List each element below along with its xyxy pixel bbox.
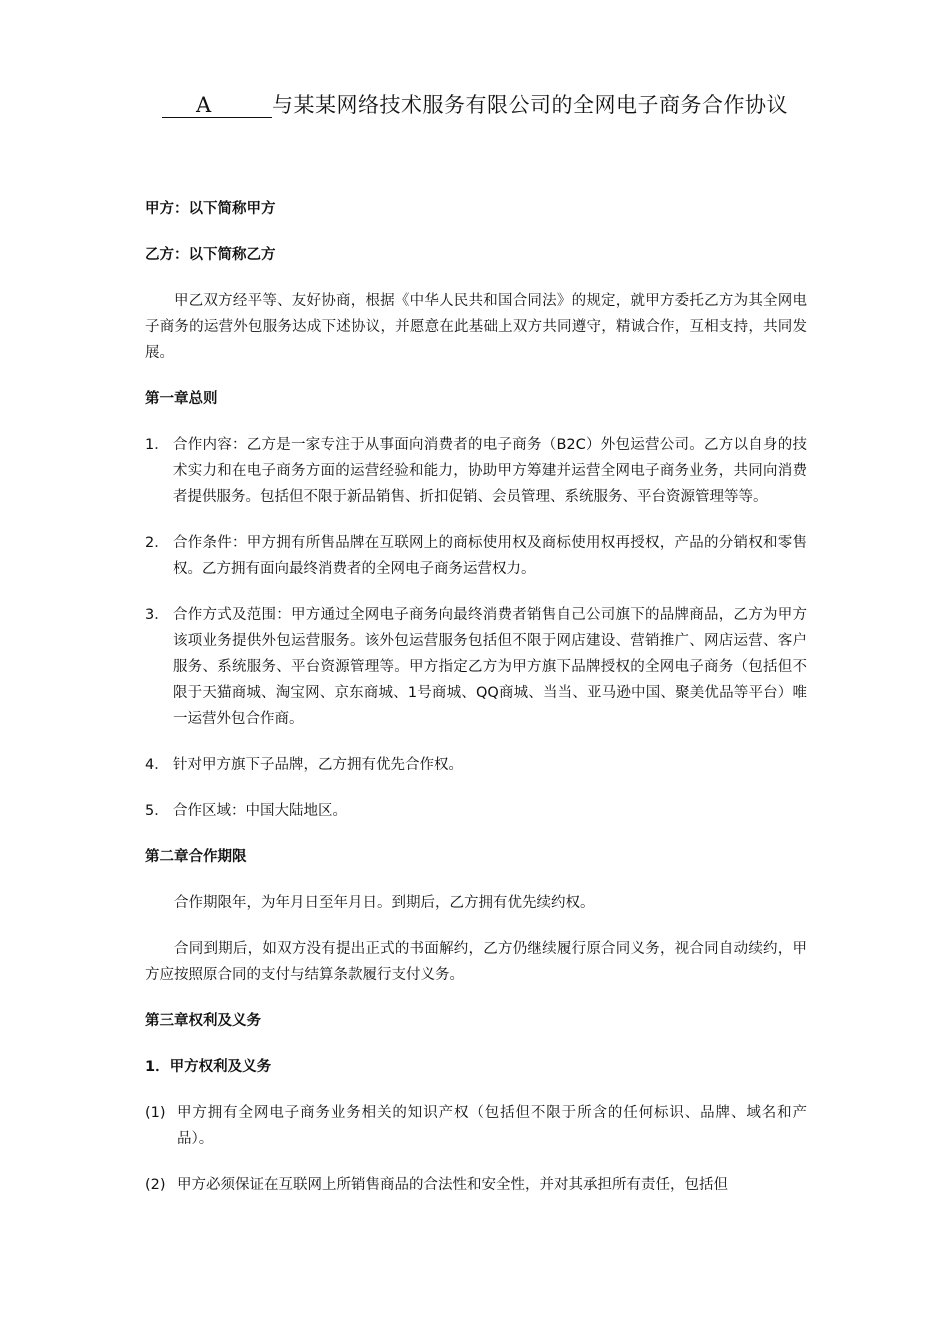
title-text: 与某某网络技术服务有限公司的全网电子商务合作协议 <box>272 93 788 117</box>
chapter2-paragraph: 合同到期后，如双方没有提出正式的书面解约，乙方仍继续履行原合同义务，视合同自动续约，甲方应按照原合同的支付与结算条款履行支付义务。 <box>145 941 807 983</box>
chapter3-heading: 第三章权利及义务 <box>145 1013 261 1029</box>
chapter2-heading: 第二章合作期限 <box>145 849 247 865</box>
party-name-blank <box>162 93 272 118</box>
item-number: (1) <box>145 1105 166 1121</box>
chapter1-item <box>145 432 807 510</box>
chapter2-paragraph: 合作期限年，为年月日至年月日。到期后，乙方拥有优先续约权。 <box>174 895 595 911</box>
chapter1-item <box>145 752 807 778</box>
item-number: 4． <box>145 757 169 773</box>
item-text: 合作方式及范围：甲方通过全网电子商务向最终消费者销售自己公司旗下的品牌商品，乙方为甲方该项业务提供外包运营服务。该外包运营服务包括但不限于网店建设、营销推广、网店运营、客户服务、系统服务、平台资源管理等。甲方指定乙方为甲方旗下品牌授权的全网电子商务（包括但不限于天猫商城、淘宝网、京东商城、1号商城、QQ商城、当当、亚马逊中国、聚美优品等平台）唯一运营外包合作商。 <box>173 607 807 727</box>
item-text: 甲方必须保证在互联网上所销售商品的合法性和安全性，并对其承担所有责任，包括但 <box>177 1177 728 1193</box>
chapter1-item <box>145 798 807 824</box>
document-body <box>145 196 807 1218</box>
document-title <box>0 90 950 120</box>
item-text: 针对甲方旗下子品牌，乙方拥有优先合作权。 <box>173 757 463 773</box>
chapter1-item <box>145 530 807 582</box>
chapter3-item <box>145 1172 807 1198</box>
party-b-line: 乙方：以下简称乙方 <box>145 247 276 263</box>
item-number: 5． <box>145 803 169 819</box>
item-number: 1． <box>145 437 169 453</box>
item-number: 2． <box>145 535 169 551</box>
chapter1-heading: 第一章总则 <box>145 391 218 407</box>
item-text: 合作区域：中国大陆地区。 <box>173 803 347 819</box>
item-number: (2) <box>145 1177 166 1193</box>
item-text: 合作内容：乙方是一家专注于从事面向消费者的电子商务（B2C）外包运营公司。乙方以自身的技术实力和在电子商务方面的运营经验和能力，协助甲方筹建并运营全网电子商务业务，共同向消费者提供服务。包括但不限于新品销售、折扣促销、会员管理、系统服务、平台资源管理等等。 <box>173 437 807 505</box>
item-text: 合作条件：甲方拥有所售品牌在互联网上的商标使用权及商标使用权再授权，产品的分销权和零售权。乙方拥有面向最终消费者的全网电子商务运营权力。 <box>173 535 807 577</box>
item-number: 3． <box>145 607 169 623</box>
chapter3-item <box>145 1100 807 1152</box>
chapter1-item <box>145 602 807 732</box>
chapter3-subheading: 1．甲方权利及义务 <box>145 1059 272 1075</box>
preamble-paragraph: 甲乙双方经平等、友好协商，根据《中华人民共和国合同法》的规定，就甲方委托乙方为其全网电子商务的运营外包服务达成下述协议，并愿意在此基础上双方共同遵守，精诚合作，互相支持，共同发展。 <box>145 293 807 361</box>
party-name-value: A <box>196 93 212 117</box>
party-a-line: 甲方：以下简称甲方 <box>145 201 276 217</box>
item-text: 甲方拥有全网电子商务业务相关的知识产权（包括但不限于所含的任何标识、品牌、域名和产品）。 <box>177 1105 807 1147</box>
